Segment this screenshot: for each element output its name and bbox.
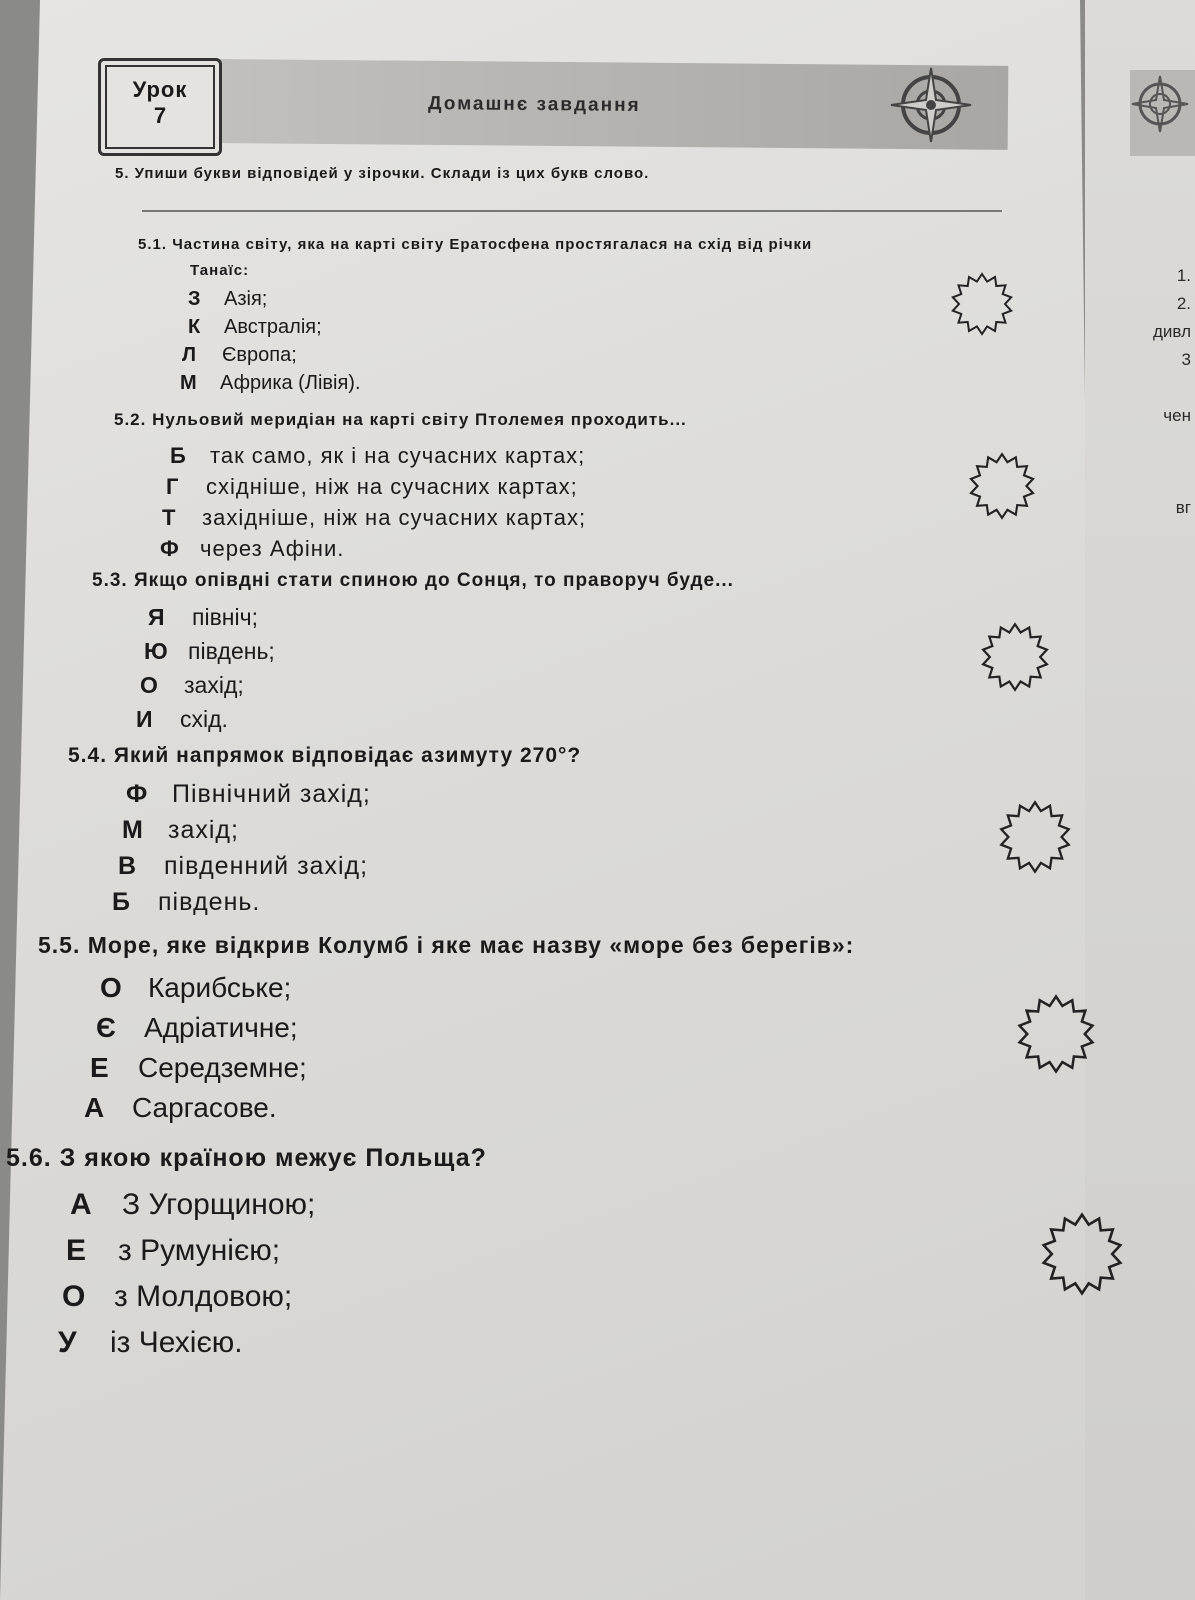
option-letter: В (118, 852, 138, 880)
question-text: Нульовий меридіан на карті світу Птолемея проходить... (152, 410, 687, 429)
option-letter: Е (66, 1234, 87, 1267)
question-5-2 (114, 410, 687, 430)
question-number: 5.6. (6, 1144, 52, 1172)
option-letter: О (62, 1280, 86, 1313)
option-text: із Чехією. (110, 1326, 243, 1359)
option-letter: У (58, 1326, 77, 1359)
option-letter: И (136, 706, 153, 732)
question-text: Якщо опівдні стати спиною до Сонця, то праворуч буде... (133, 570, 734, 591)
answer-star-icon[interactable] (1040, 1212, 1124, 1296)
option-letter: Б (170, 443, 187, 468)
option-letter: Ф (126, 780, 149, 808)
option-letter: Л (182, 344, 197, 366)
option-letter: К (188, 316, 201, 338)
option (100, 972, 291, 1004)
option (170, 443, 585, 469)
option-text: З Угорщиною; (122, 1188, 316, 1221)
option-text: Північний захід; (172, 780, 371, 808)
lesson-badge (98, 58, 222, 156)
option-text: Середземне; (138, 1052, 307, 1083)
adjacent-page (1085, 0, 1195, 1600)
question-number: 5.2. (114, 410, 147, 429)
adjacent-text-2: 2. (1176, 294, 1191, 313)
option-letter: Є (96, 1012, 116, 1043)
answer-star-icon[interactable] (1016, 994, 1096, 1074)
question-5-6 (6, 1144, 487, 1173)
option-text: південь; (188, 638, 275, 664)
option-letter: Я (148, 604, 165, 630)
option (188, 288, 267, 311)
divider (142, 210, 1002, 212)
option-text: західніше, ніж на сучасних картах; (202, 505, 587, 530)
lesson-number: 7 (153, 103, 167, 128)
question-text: З якою країною межує Польща? (59, 1144, 487, 1172)
option-text: так само, як і на сучасних картах; (210, 443, 586, 468)
lesson-label: Урок (132, 77, 188, 102)
question-text: Море, яке відкрив Колумб і яке має назву «море без берегів»: (87, 932, 855, 958)
question-5-4 (68, 744, 581, 768)
option-text: Адріатичне; (144, 1012, 298, 1043)
option (66, 1234, 280, 1268)
option (180, 372, 361, 395)
option-letter: З (188, 288, 201, 310)
question-5-1 (138, 236, 812, 253)
option-text: з Молдовою; (114, 1280, 293, 1313)
option (58, 1326, 243, 1360)
answer-star-icon[interactable] (950, 272, 1014, 336)
compass-icon (1128, 72, 1192, 136)
option-text: Європа; (222, 344, 297, 366)
question-5-3 (92, 570, 734, 592)
answer-star-icon[interactable] (998, 800, 1072, 874)
option (122, 816, 239, 845)
page-title: Домашнє завдання (427, 93, 641, 116)
adjacent-text-3: дивл (1153, 322, 1191, 341)
option (144, 638, 275, 665)
question-5-1-continuation: Танаїс: (190, 262, 250, 279)
option (90, 1052, 307, 1084)
question-number: 5.1. (138, 236, 168, 253)
adjacent-text-1: 1. (1176, 266, 1191, 285)
option (62, 1280, 292, 1314)
question-text: Частина світу, яка на карті світу Ератосфена простягалася на схід від річки (172, 236, 813, 253)
adjacent-text-6: вг (1175, 498, 1191, 517)
option-text: Австралія; (224, 316, 322, 338)
option-text: Африка (Лівія). (220, 372, 361, 394)
option-letter: М (180, 372, 197, 394)
option-text: Азія; (224, 288, 268, 310)
option-text: південь. (158, 888, 261, 916)
option-letter: А (84, 1092, 105, 1123)
option (166, 474, 578, 500)
option (160, 536, 344, 562)
option-letter: Е (90, 1052, 109, 1083)
option-text: Саргасове. (132, 1092, 277, 1123)
option-letter: О (100, 972, 122, 1003)
adjacent-text-5: чен (1163, 406, 1191, 425)
answer-star-icon[interactable] (968, 452, 1036, 520)
option-text: захід; (168, 816, 239, 844)
option-letter: Ю (144, 638, 168, 664)
option-letter: Г (166, 474, 180, 499)
question-text: Який напрямок відповідає азимуту 270°? (113, 744, 582, 767)
question-number: 5.5. (38, 932, 81, 958)
question-5-5 (38, 932, 854, 959)
question-number: 5.4. (68, 744, 108, 767)
option (148, 604, 258, 631)
option-letter: Т (162, 505, 177, 530)
option-text: через Афіни. (200, 536, 345, 561)
option (162, 505, 586, 531)
option-letter: Б (112, 888, 131, 916)
option (112, 888, 260, 917)
option-text: схід. (180, 706, 228, 732)
option-text: південний захід; (164, 852, 369, 880)
option (126, 780, 371, 809)
option-text: захід; (184, 672, 244, 698)
answer-star-icon[interactable] (980, 622, 1050, 692)
option (96, 1012, 298, 1044)
option-letter: Ф (160, 536, 180, 561)
option (70, 1188, 315, 1222)
compass-icon (885, 64, 977, 146)
option-text: Карибське; (148, 972, 292, 1003)
option (136, 706, 228, 733)
option-letter: А (70, 1188, 92, 1221)
option (118, 852, 368, 881)
option (188, 316, 322, 339)
adjacent-text-4: 3 (1181, 350, 1191, 369)
option-letter: О (140, 672, 158, 698)
option-text: з Румунією; (118, 1234, 281, 1267)
option-text: північ; (192, 604, 258, 630)
option (140, 672, 244, 699)
option (182, 344, 297, 367)
task-instruction: 5. Упиши букви відповідей у зірочки. Склади із цих букв слово. (115, 165, 650, 182)
option (84, 1092, 277, 1124)
option-letter: М (122, 816, 144, 844)
option-text: східніше, ніж на сучасних картах; (206, 474, 578, 499)
question-number: 5.3. (92, 570, 128, 591)
